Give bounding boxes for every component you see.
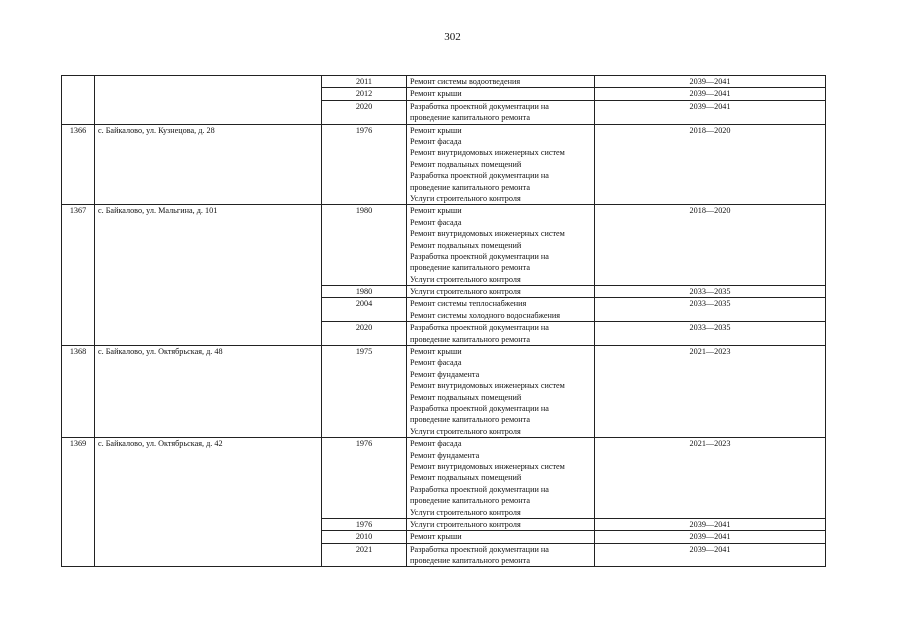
year-cell: 1980 [322,286,407,298]
table-row [62,438,826,519]
row-number: 1366 [62,124,95,205]
work-type-item: Ремонт системы теплоснабжения [410,299,527,309]
table-row [62,346,826,438]
year-cell: 1975 [322,346,407,438]
work-type-item: Ремонт фасада [410,217,462,227]
row-number: 1369 [62,438,95,567]
work-types-cell [407,543,595,567]
work-types-cell [407,298,595,322]
period-cell: 2039—2041 [595,518,826,530]
year-cell: 2021 [322,543,407,567]
work-type-item: проведение капитального ремонта [410,113,530,123]
work-type-item: Услуги строительного контроля [410,193,521,203]
work-type-item: Ремонт фасада [410,358,462,368]
page-number: 302 [444,31,461,43]
building-address: с. Байкалово, ул. Октябрьская, д. 42 [95,438,322,567]
work-type-item: Разработка проектной документации на [410,323,549,333]
work-type-item: проведение капитального ремонта [410,415,530,425]
work-type-item: проведение капитального ремонта [410,496,530,506]
work-type-item: Ремонт подвальных помещений [410,473,522,483]
work-type-item: Ремонт системы водоотведения [410,77,521,86]
year-cell: 2012 [322,88,407,100]
work-type-item: Услуги строительного контроля [410,426,521,436]
work-type-item: Ремонт внутридомовых инженерных систем [410,229,565,239]
work-type-item: Ремонт системы холодного водоснабжения [410,310,561,320]
work-type-item: Ремонт внутридомовых инженерных систем [410,148,565,158]
work-type-item: Разработка проектной документации на [410,544,549,554]
period-cell: 2039—2041 [595,88,826,100]
capital-repair-table [61,75,826,567]
work-type-item: Услуги строительного контроля [410,507,521,517]
work-type-item: Разработка проектной документации на [410,101,549,111]
year-cell: 1976 [322,124,407,205]
year-cell: 1976 [322,518,407,530]
year-cell: 2020 [322,100,407,124]
period-cell: 2021—2023 [595,438,826,519]
period-cell: 2033—2035 [595,298,826,322]
building-address: с. Байкалово, ул. Кузнецова, д. 28 [95,124,322,205]
table-row [62,124,826,205]
work-type-item: Ремонт крыши [410,532,462,542]
period-cell: 2021—2023 [595,346,826,438]
period-cell: 2033—2035 [595,322,826,346]
work-types-cell [407,346,595,438]
work-type-item: Ремонт внутридомовых инженерных систем [410,381,565,391]
work-type-item: Ремонт фасада [410,439,462,449]
work-types-cell [407,531,595,543]
work-type-item: Разработка проектной документации на [410,251,549,261]
work-types-cell [407,100,595,124]
work-type-item: Ремонт крыши [410,89,462,99]
work-type-item: Ремонт подвальных помещений [410,159,522,169]
year-cell: 1980 [322,205,407,286]
work-types-cell [407,205,595,286]
work-types-cell [407,518,595,530]
work-type-item: Ремонт подвальных помещений [410,392,522,402]
row-number: 1368 [62,346,95,438]
work-type-item: Ремонт крыши [410,206,462,216]
year-cell: 2020 [322,322,407,346]
work-type-item: Ремонт фундамента [410,369,480,379]
work-types-cell [407,88,595,100]
year-cell: 1976 [322,438,407,519]
period-cell: 2039—2041 [595,76,826,88]
table-body [62,76,826,567]
period-cell: 2018—2020 [595,124,826,205]
building-address [95,76,322,125]
work-type-item: Ремонт внутридомовых инженерных систем [410,461,565,471]
building-address: с. Байкалово, ул. Октябрьская, д. 48 [95,346,322,438]
work-type-item: Разработка проектной документации на [410,403,549,413]
table-row [62,205,826,286]
year-cell: 2004 [322,298,407,322]
row-number [62,76,95,125]
work-type-item: Ремонт фундамента [410,450,480,460]
period-cell: 2033—2035 [595,286,826,298]
work-type-item: проведение капитального ремонта [410,263,530,273]
year-cell: 2010 [322,531,407,543]
work-type-item: проведение капитального ремонта [410,334,530,344]
work-type-item: Разработка проектной документации на [410,171,549,181]
period-cell: 2039—2041 [595,100,826,124]
work-type-item: Ремонт крыши [410,125,462,135]
work-type-item: проведение капитального ремонта [410,182,530,192]
work-type-item: Услуги строительного контроля [410,519,521,529]
table-row [62,76,826,88]
period-cell: 2039—2041 [595,543,826,567]
row-number: 1367 [62,205,95,346]
work-type-item: Ремонт крыши [410,347,462,357]
work-types-cell [407,438,595,519]
work-type-item: Разработка проектной документации на [410,484,549,494]
building-address: с. Байкалово, ул. Мальгина, д. 101 [95,205,322,346]
period-cell: 2018—2020 [595,205,826,286]
work-type-item: Услуги строительного контроля [410,287,521,297]
work-type-item: проведение капитального ремонта [410,556,530,566]
period-cell: 2039—2041 [595,531,826,543]
work-types-cell [407,124,595,205]
work-types-cell [407,76,595,88]
work-type-item: Ремонт подвальных помещений [410,240,522,250]
year-cell: 2011 [322,76,407,88]
work-types-cell [407,286,595,298]
work-type-item: Услуги строительного контроля [410,274,521,284]
work-types-cell [407,322,595,346]
work-type-item: Ремонт фасада [410,136,462,146]
